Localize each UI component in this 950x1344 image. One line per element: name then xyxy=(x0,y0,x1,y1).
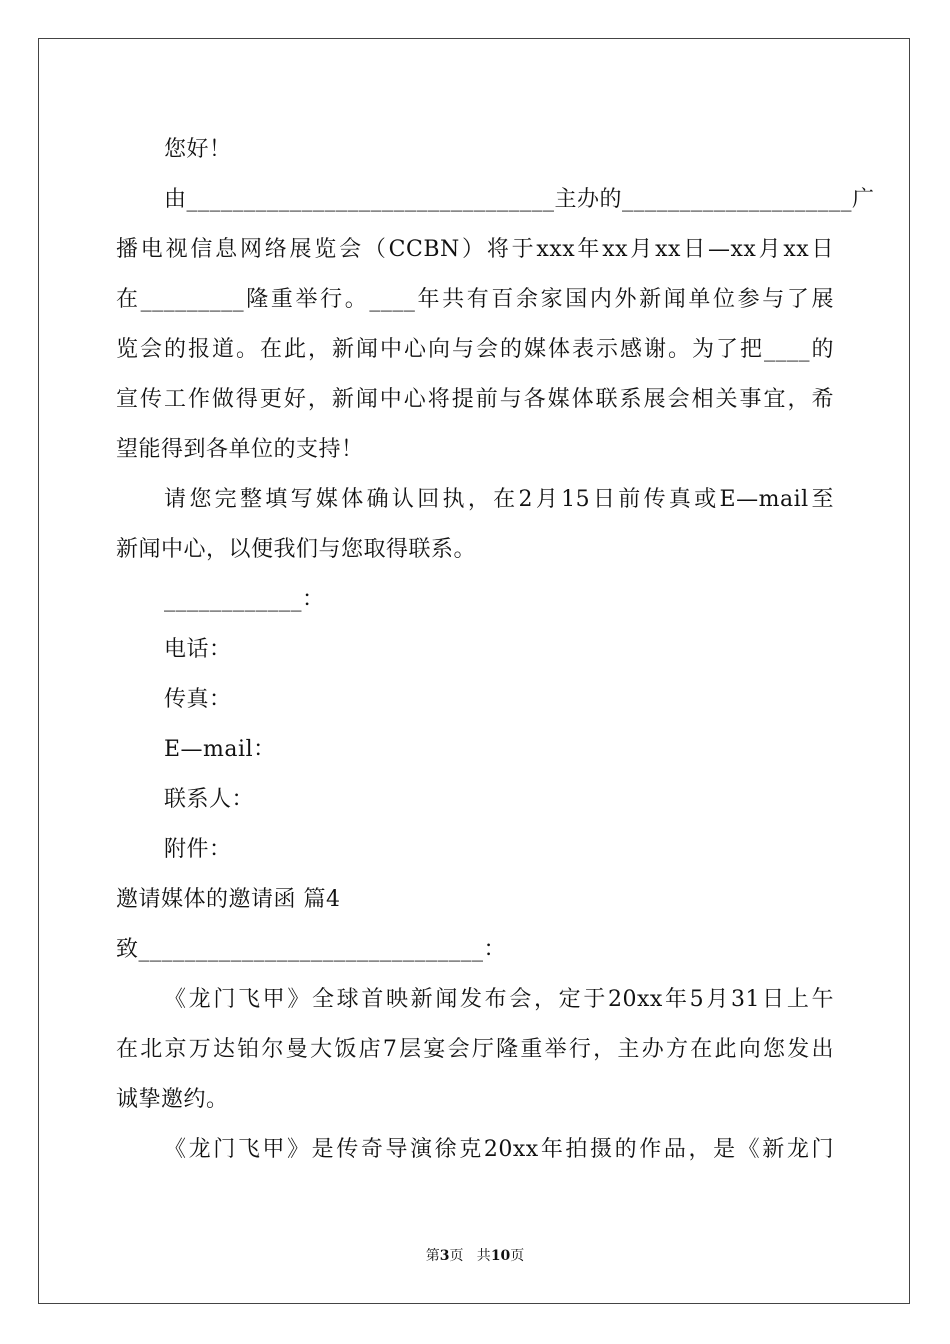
footer-middle: 页 共 xyxy=(449,1248,491,1264)
phone-label: 电话： xyxy=(164,637,232,662)
body-line-18: 在北京万达铂尔曼大饭店7层宴会厅隆重举行，主办方在此向您发出 xyxy=(116,1037,834,1062)
body-line-5: 宣传工作做得更好，新闻中心将提前与各媒体联系展会相关事宜，希 xyxy=(116,387,834,412)
footer-page-number: 3 xyxy=(439,1248,450,1264)
greeting-line: 您好！ xyxy=(164,137,232,162)
addressee-line: 致______________________________： xyxy=(116,937,507,962)
contact-label: 联系人： xyxy=(164,787,255,812)
body-line-20: 《龙门飞甲》是传奇导演徐克20xx年拍摄的作品，是《新龙门 xyxy=(164,1137,834,1162)
section-heading: 邀请媒体的邀请函 篇4 xyxy=(116,887,341,912)
body-line-3: 在_________隆重举行。____年共有百余家国内外新闻单位参与了展 xyxy=(116,287,834,312)
body-line-7: 请您完整填写媒体确认回执，在2月15日前传真或E—mail至 xyxy=(164,487,834,512)
footer-suffix: 页 xyxy=(510,1248,525,1264)
body-line-1: 由________________________________主办的____________________广 xyxy=(164,187,875,212)
body-line-17: 《龙门飞甲》全球首映新闻发布会，定于20xx年5月31日上午 xyxy=(164,987,834,1012)
body-line-19: 诚挚邀约。 xyxy=(116,1087,229,1112)
footer-prefix: 第 xyxy=(425,1248,440,1264)
body-line-8: 新闻中心，以便我们与您取得联系。 xyxy=(116,537,477,562)
footer-total-pages: 10 xyxy=(490,1248,511,1264)
blank-field-line: ____________： xyxy=(164,587,325,612)
page-footer xyxy=(0,1246,950,1266)
fax-label: 传真： xyxy=(164,687,232,712)
email-label: E—mail： xyxy=(164,737,276,762)
attachment-label: 附件： xyxy=(164,837,232,862)
body-line-2: 播电视信息网络展览会（CCBN）将于xxx年xx月xx日—xx月xx日 xyxy=(116,237,834,262)
body-line-4: 览会的报道。在此，新闻中心向与会的媒体表示感谢。为了把____的 xyxy=(116,337,834,362)
body-line-6: 望能得到各单位的支持！ xyxy=(116,437,364,462)
